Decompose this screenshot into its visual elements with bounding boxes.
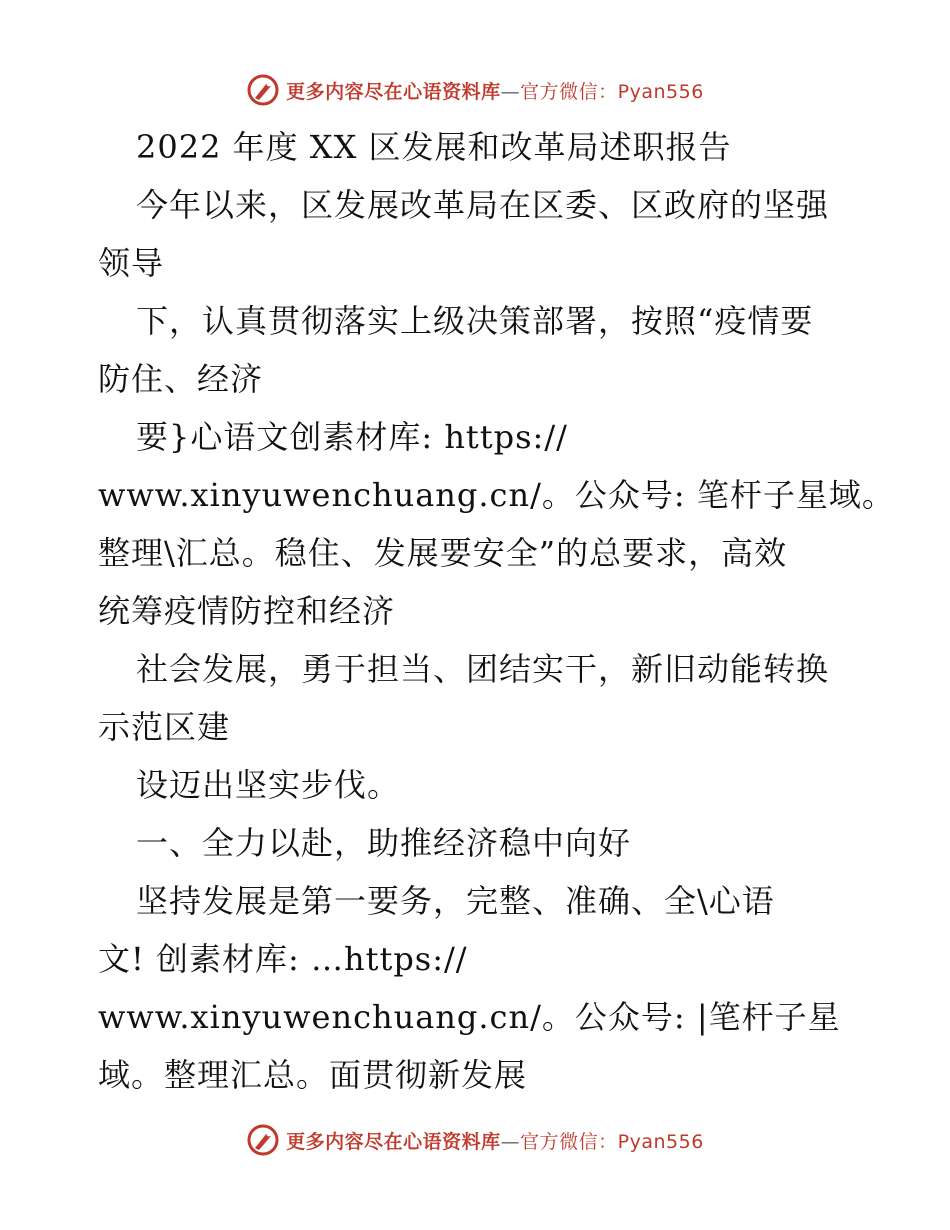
banner-separator: — bbox=[500, 80, 521, 103]
pen-nib-logo-icon bbox=[246, 73, 280, 107]
banner-brand: 更多内容尽在心语资料库 bbox=[286, 80, 501, 103]
text-line: 示范区建 bbox=[98, 708, 231, 746]
header-banner bbox=[0, 70, 950, 110]
text-line: 坚持发展是第一要务，完整、准确、全\心语 bbox=[136, 882, 775, 920]
text-line: 领导 bbox=[98, 244, 165, 282]
text-line: 要}心语文创素材库: https:// bbox=[136, 418, 568, 456]
text-line: 一、全力以赴，助推经济稳中向好 bbox=[136, 824, 632, 862]
footer-banner bbox=[0, 1120, 950, 1160]
document-body bbox=[98, 118, 895, 1104]
banner-wechat: 官方微信：Pyan556 bbox=[520, 1130, 704, 1153]
banner-brand: 更多内容尽在心语资料库 bbox=[286, 1130, 501, 1153]
banner-wechat: 官方微信：Pyan556 bbox=[520, 80, 704, 103]
text-line: 文! 创素材库: …https:// bbox=[98, 940, 468, 978]
text-line: www.xinyuwenchuang.cn/。公众号: |笔杆子星 bbox=[98, 998, 841, 1036]
text-line: 设迈出坚实步伐。 bbox=[136, 766, 401, 804]
text-line: 社会发展，勇于担当、团结实干，新旧动能转换 bbox=[136, 650, 830, 688]
text-line: 整理\汇总。稳住、发展要安全”的总要求，高效 bbox=[98, 534, 788, 572]
text-line: 今年以来，区发展改革局在区委、区政府的坚强 bbox=[136, 186, 830, 224]
text-line: 下，认真贯彻落实上级决策部署，按照“疫情要 bbox=[136, 302, 814, 340]
banner-separator: — bbox=[500, 1130, 521, 1153]
text-line: 2022 年度 XX 区发展和改革局述职报告 bbox=[136, 128, 732, 166]
text-line: 统筹疫情防控和经济 bbox=[98, 592, 396, 630]
text-line: 防住、经济 bbox=[98, 360, 264, 398]
text-line: 域。整理汇总。面贯彻新发展 bbox=[98, 1056, 528, 1094]
pen-nib-logo-icon bbox=[246, 1123, 280, 1157]
text-line: www.xinyuwenchuang.cn/。公众号: 笔杆子星域。 bbox=[98, 476, 895, 514]
banner-text bbox=[286, 77, 704, 104]
banner-text bbox=[286, 1127, 704, 1154]
